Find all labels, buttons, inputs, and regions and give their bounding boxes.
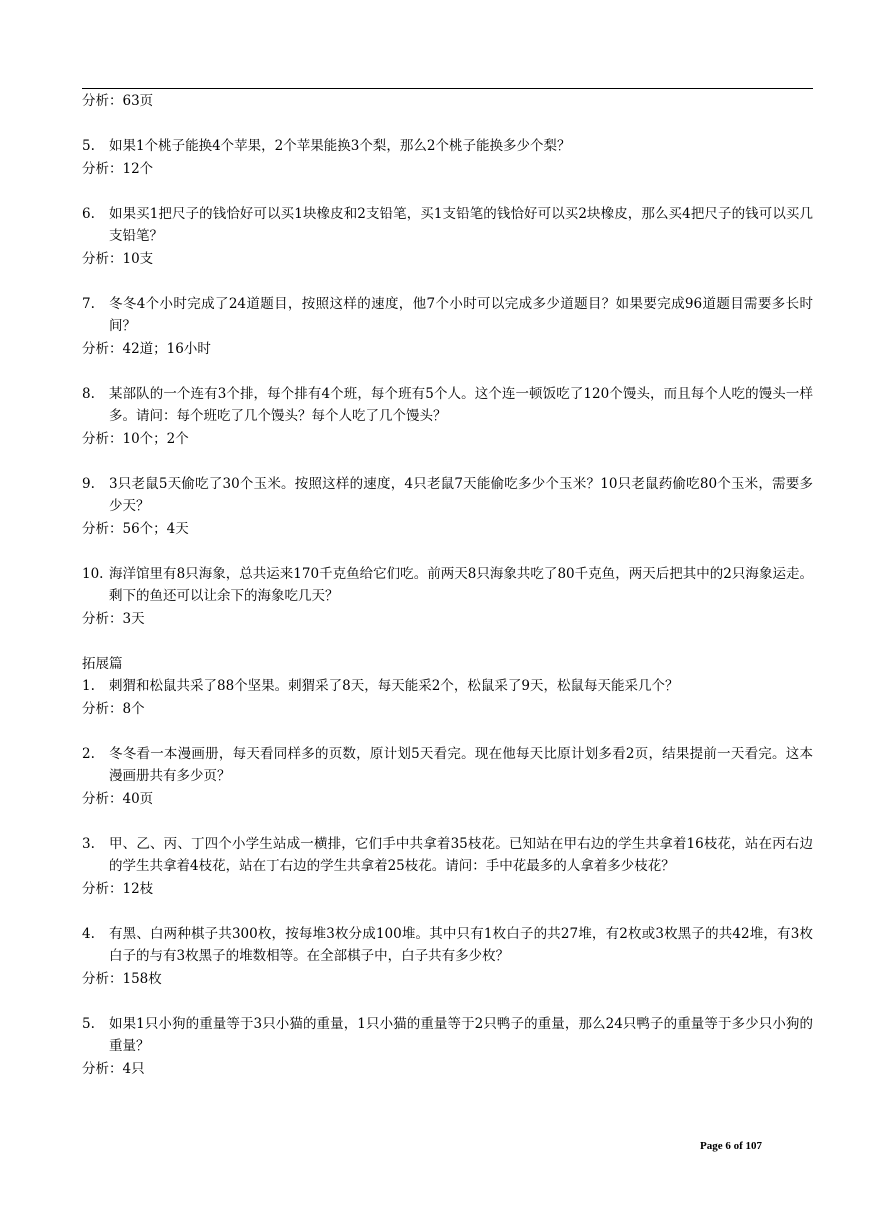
question-text: 冬冬看一本漫画册，每天看同样多的页数，原计划5天看完。现在他每天比原计划多看2页，结果提前一天看完。这本漫画册共有多少页？ <box>109 745 813 784</box>
section-title: 拓展篇 <box>82 655 123 672</box>
answer-text: 分析：10支 <box>82 250 154 267</box>
question-item <box>82 563 813 631</box>
question-number: 2. <box>82 745 95 762</box>
question-number: 5. <box>82 1015 95 1032</box>
question-item <box>82 293 813 361</box>
question-number: 6. <box>82 205 95 222</box>
question-number: 1. <box>82 678 95 694</box>
page-content <box>82 90 813 1080</box>
question-item <box>82 135 813 180</box>
question-text: 冬冬4个小时完成了24道题目，按照这样的速度，他7个小时可以完成多少道题目？如果要完成96道题目需要多长时间？ <box>109 295 813 334</box>
answer-text: 分析：158枚 <box>82 970 162 987</box>
question-row <box>82 203 813 248</box>
question-number: 9. <box>82 475 95 492</box>
question-number: 5. <box>82 138 95 154</box>
answer-text: 分析：3天 <box>82 610 145 627</box>
question-number: 3. <box>82 835 95 852</box>
question-text: 海洋馆里有8只海象，总共运来170千克鱼给它们吃。前两天8只海象共吃了80千克鱼，两天后把其中的2只海象运走。剩下的鱼还可以让余下的海象吃几天？ <box>109 565 813 604</box>
previous-answer-block <box>82 90 813 113</box>
answer-text: 分析：10个；2个 <box>82 430 189 447</box>
question-number: 10. <box>82 565 104 582</box>
page-number-footer: Page 6 of 107 <box>700 1140 763 1152</box>
question-row <box>82 833 813 878</box>
question-row <box>82 293 813 338</box>
answer-text: 分析：4只 <box>82 1060 145 1077</box>
answer-text: 分析：12个 <box>82 160 154 177</box>
question-row <box>82 473 813 518</box>
header-rule <box>82 88 813 89</box>
question-item <box>82 383 813 451</box>
question-text: 某部队的一个连有3个排，每个排有4个班，每个班有5个人。这个连一顿饭吃了120个馒头，而且每个人吃的馒头一样多。请问：每个班吃了几个馒头？每个人吃了几个馒头？ <box>109 385 813 424</box>
question-item <box>82 923 813 991</box>
question-text: 如果1个桃子能换4个苹果，2个苹果能换3个梨，那么2个桃子能换多少个梨？ <box>109 138 571 154</box>
question-text: 甲、乙、丙、丁四个小学生站成一横排，它们手中共拿着35枝花。已知站在甲右边的学生共拿着16枝花，站在丙右边的学生共拿着4枝花，站在丁右边的学生共拿着25枝花。请问：手中花最多的人拿着多少枝花？ <box>109 835 813 874</box>
answer-text: 分析：42道；16小时 <box>82 340 211 357</box>
question-text: 如果买1把尺子的钱恰好可以买1块橡皮和2支铅笔，买1支铅笔的钱恰好可以买2块橡皮，那么买4把尺子的钱可以买几支铅笔？ <box>109 205 813 244</box>
answer-text: 分析：8个 <box>82 700 145 717</box>
question-text: 有黑、白两种棋子共300枚，按每堆3枚分成100堆。其中只有1枚白子的共27堆，有2枚或3枚黑子的共42堆，有3枚白子的与有3枚黑子的堆数相等。在全部棋子中，白子共有多少枚？ <box>109 925 813 964</box>
question-item <box>82 743 813 811</box>
question-row <box>82 923 813 968</box>
answer-text: 分析：40页 <box>82 790 154 807</box>
question-item <box>82 1013 813 1081</box>
question-row <box>82 675 813 698</box>
question-number: 7. <box>82 295 95 312</box>
question-row <box>82 1013 813 1058</box>
question-text: 3只老鼠5天偷吃了30个玉米。按照这样的速度，4只老鼠7天能偷吃多少个玉米？10只老鼠药偷吃80个玉米，需要多少天？ <box>109 475 813 514</box>
answer-text: 分析：12枝 <box>82 880 154 897</box>
question-item <box>82 833 813 901</box>
question-row <box>82 135 813 158</box>
extension-exercise-list <box>82 675 813 1080</box>
exercise-list <box>82 135 813 630</box>
question-item <box>82 203 813 271</box>
question-number: 8. <box>82 385 95 402</box>
question-item <box>82 675 813 720</box>
question-item <box>82 473 813 541</box>
answer-text: 分析：63页 <box>82 93 154 109</box>
answer-text: 分析：56个；4天 <box>82 520 189 537</box>
question-row <box>82 743 813 788</box>
question-text: 如果1只小狗的重量等于3只小猫的重量，1只小猫的重量等于2只鸭子的重量，那么24只鸭子的重量等于多少只小狗的重量？ <box>109 1015 813 1054</box>
question-number: 4. <box>82 925 95 942</box>
question-row <box>82 563 813 608</box>
question-row <box>82 383 813 428</box>
question-text: 刺猬和松鼠共采了88个坚果。刺猬采了8天，每天能采2个，松鼠采了9天，松鼠每天能采几个？ <box>109 678 679 694</box>
